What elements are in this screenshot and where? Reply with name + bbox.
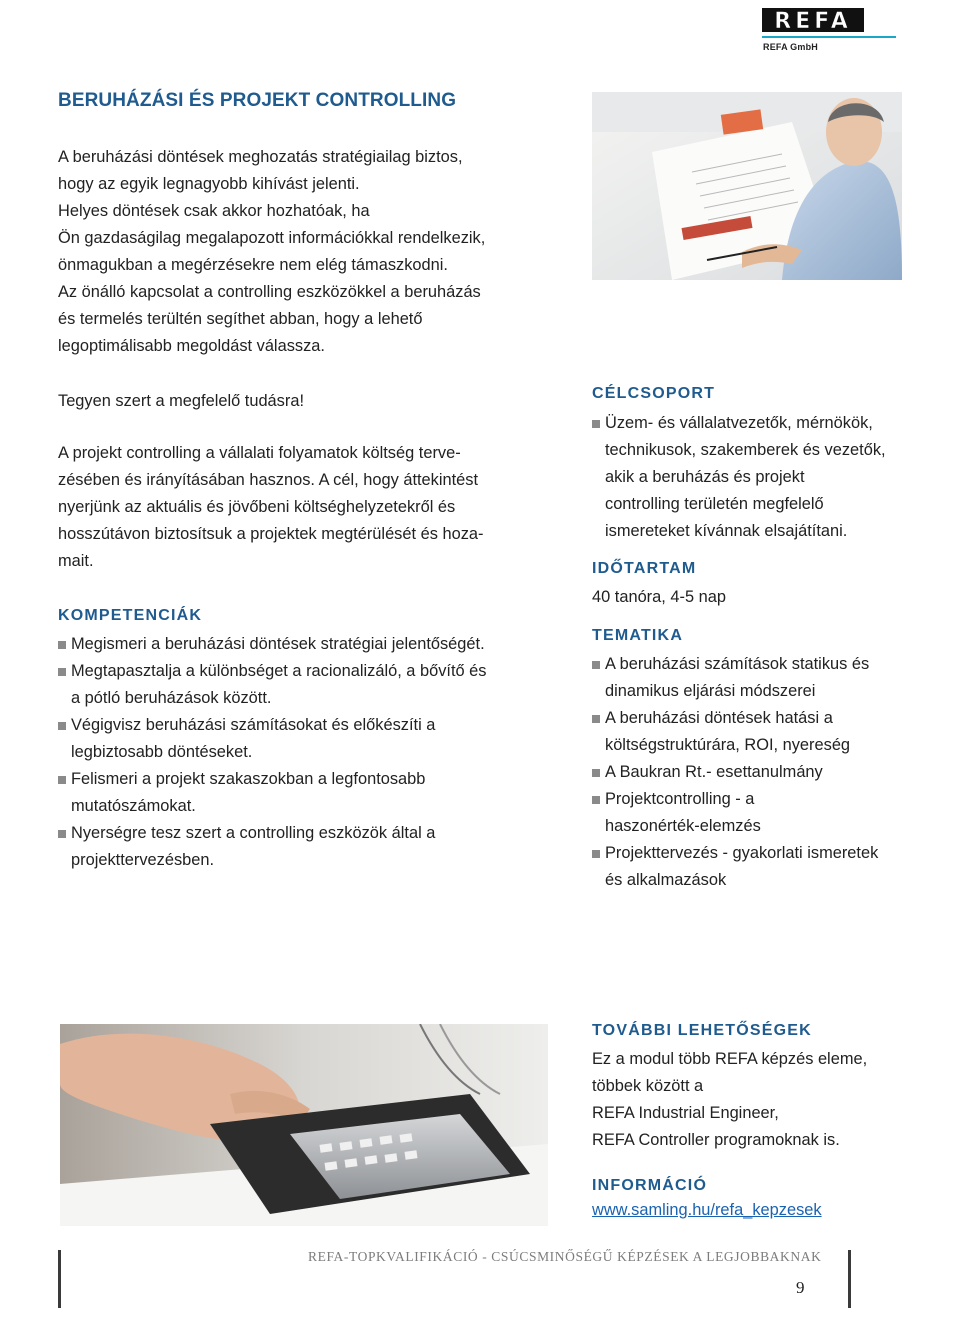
list-item (58, 658, 487, 712)
footer-slogan: REFA-TOPKVALIFIKÁCIÓ - CSÚCSMINŐSÉGŰ KÉPZÉSEK A LEGJOBBAKNAK (308, 1249, 822, 1264)
list-item (58, 631, 487, 658)
text-line: Megismeri a beruházási döntések stratégiai jelentőségét. (71, 635, 485, 653)
text-line: akik a beruházás és projekt (605, 468, 805, 486)
tematika-heading: TEMATIKA (592, 627, 684, 644)
tovabbi-paragraph (592, 1046, 867, 1154)
celcsoport-list (592, 410, 886, 545)
list-item (58, 712, 487, 766)
text-line: legbiztosabb döntéseket. (71, 743, 253, 761)
list-item (58, 820, 487, 874)
list-item (58, 766, 487, 820)
text-line: Helyes döntések csak akkor hozhatóak, ha (58, 202, 370, 220)
text-line: haszonérték-elemzés (605, 817, 761, 835)
photo-man-writing (592, 92, 902, 280)
informacio-heading: INFORMÁCIÓ (592, 1177, 708, 1194)
idotartam-value (592, 584, 726, 611)
list-item (592, 410, 886, 545)
celcsoport-heading: CÉLCSOPORT (592, 385, 716, 402)
text-line: Az önálló kapcsolat a controlling eszközökkel a beruházás (58, 283, 481, 301)
photo-man-writing-image (592, 92, 902, 280)
text-line: költségstruktúrára, ROI, nyereség (605, 736, 851, 754)
page-number: 9 (796, 1278, 805, 1297)
text-line: és termelés terültén segíthet abban, hogy a lehető (58, 310, 423, 328)
text-line: Tegyen szert a megfelelő tudásra! (58, 392, 304, 410)
text-line: A Baukran Rt.- esettanulmány (605, 763, 823, 781)
text-line: ismereteket kívánnak elsajátítani. (605, 522, 848, 540)
kompetenciak-heading: KOMPETENCIÁK (58, 607, 203, 624)
text-line: A projekt controlling a vállalati folyamatok költség terve- (58, 444, 461, 462)
text-line: mutatószámokat. (71, 797, 196, 815)
list-item (592, 759, 878, 786)
text-line: és alkalmazások (605, 871, 727, 889)
text-line: A beruházási döntések hatási a (605, 709, 833, 727)
text-line: A beruházási számítások statikus és (605, 655, 870, 673)
text-line: önmagukban a megérzésekre nem elég támaszkodni. (58, 256, 448, 274)
text-line: Ez a modul több REFA képzés eleme, (592, 1050, 868, 1068)
informacio-link-row (592, 1197, 822, 1224)
project-paragraph (58, 440, 483, 575)
list-item (592, 786, 878, 840)
tematika-list (592, 651, 878, 894)
text-line: dinamikus eljárási módszerei (605, 682, 816, 700)
text-line: REFA Industrial Engineer, (592, 1104, 779, 1122)
kompetenciak-list (58, 631, 487, 874)
photo-calculator-image (60, 1024, 548, 1226)
text-line: A beruházási döntések meghozatás stratégiailag biztos, (58, 148, 463, 166)
text-line: Üzem- és vállalatvezetők, mérnökök, (605, 414, 873, 432)
page-title: BERUHÁZÁSI ÉS PROJEKT CONTROLLING (58, 90, 457, 111)
info-link[interactable]: www.samling.hu/refa_kepzesek (592, 1201, 822, 1219)
company-name: REFA GmbH (763, 42, 818, 52)
text-line: Felismeri a projekt szakaszokban a legfontosabb (71, 770, 426, 788)
logo-rule (762, 36, 896, 38)
list-item (592, 651, 878, 705)
text-line: legoptimálisabb megoldást válassza. (58, 337, 325, 355)
footer-bar-right (848, 1250, 851, 1308)
text-line: zésében és irányításában hasznos. A cél, hogy áttekintést (58, 471, 479, 489)
text-line: Projekttervezés - gyakorlati ismeretek (605, 844, 879, 862)
text-line: hogy az egyik legnagyobb kihívást jelenti. (58, 175, 360, 193)
text-line: Nyerségre tesz szert a controlling eszközök által a (71, 824, 436, 842)
text-line: Ön gazdaságilag megalapozott információkkal rendelkezik, (58, 229, 486, 247)
list-item (592, 705, 878, 759)
svg-text:REFA: REFA (774, 9, 852, 32)
photo-calculator (60, 1024, 548, 1226)
text-line: technikusok, szakemberek és vezetők, (605, 441, 886, 459)
intro-paragraph (58, 144, 485, 360)
call-to-action (58, 388, 304, 415)
text-line: nyerjünk az aktuális és jövőbeni költséghelyzetekről és (58, 498, 456, 516)
refa-logo (762, 8, 896, 50)
footer-bar-left (58, 1250, 61, 1308)
text-line: 40 tanóra, 4-5 nap (592, 588, 726, 606)
text-line: REFA Controller programoknak is. (592, 1131, 840, 1149)
text-line: többek között a (592, 1077, 704, 1095)
text-line: Végigvisz beruházási számításokat és előkészíti a (71, 716, 436, 734)
text-line: Megtapasztalja a különbséget a racionalizáló, a bővítő és (71, 662, 487, 680)
text-line: a pótló beruházások között. (71, 689, 272, 707)
text-line: Projektcontrolling - a (605, 790, 755, 808)
list-item (592, 840, 878, 894)
refa-logo-mark (762, 8, 864, 32)
text-line: controlling területén megfelelő (605, 495, 824, 513)
text-line: mait. (58, 552, 94, 570)
text-line: projekttervezésben. (71, 851, 215, 869)
tovabbi-heading: TOVÁBBI LEHETŐSÉGEK (592, 1022, 812, 1039)
text-line: hosszútávon biztosítsuk a projektek megtérülését és hoza- (58, 525, 484, 543)
idotartam-heading: IDŐTARTAM (592, 560, 697, 577)
